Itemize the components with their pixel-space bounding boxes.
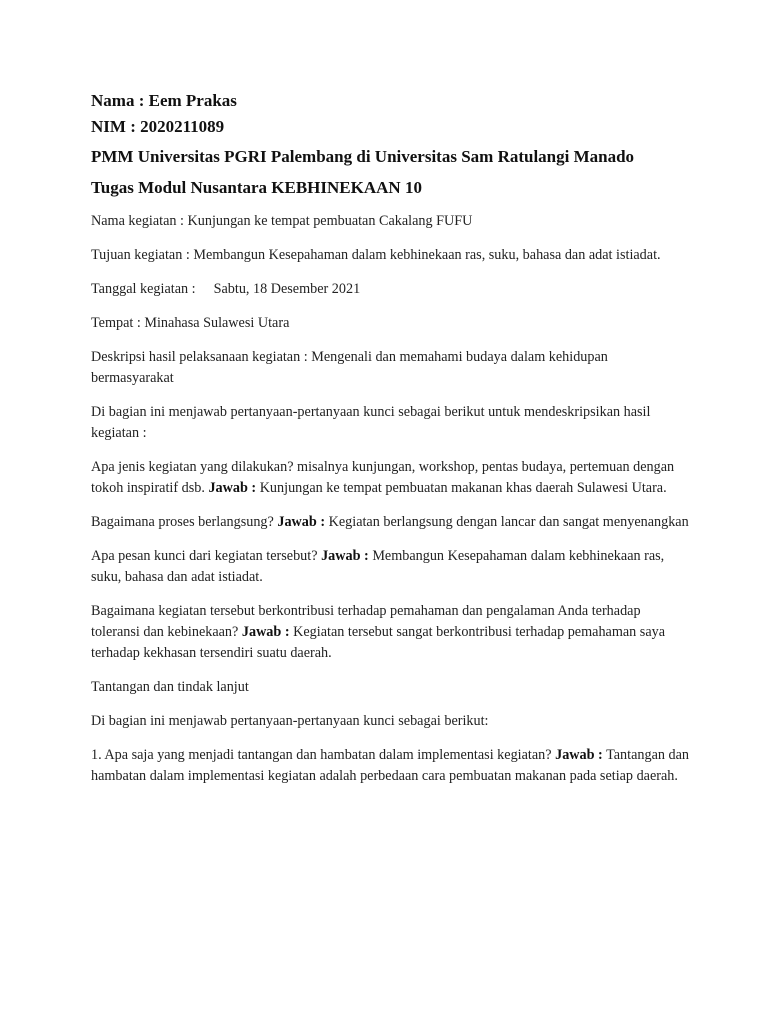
- qa-item-4: [91, 601, 691, 664]
- qa-item-2: [91, 512, 691, 533]
- answer-text: Kegiatan berlangsung dengan lancar dan sangat menyenangkan: [325, 514, 689, 530]
- answer-text: Kegiatan tersebut sangat berkontribusi terhadap pemahaman saya terhadap kekhasan tersendiri suatu daerah.: [91, 624, 666, 661]
- question-text: Bagaimana kegiatan tersebut berkontribusi terhadap pemahaman dan pengalaman Anda terhadap toleransi dan kebinekaan?: [91, 603, 641, 640]
- jawab-label: Jawab :: [321, 548, 369, 564]
- question-text: Apa jenis kegiatan yang dilakukan? misalnya kunjungan, workshop, pentas budaya, pertemuan dengan tokoh inspiratif dsb.: [91, 459, 675, 496]
- answer-text: Membangun Kesepahaman dalam kebhinekaan ras, suku, bahasa dan adat istiadat.: [91, 548, 665, 585]
- task-title: Tugas Modul Nusantara KEBHINEKAAN 10: [91, 178, 422, 197]
- jawab-label: Jawab :: [277, 514, 326, 530]
- jawab-label: Jawab :: [241, 624, 290, 640]
- student-nim: NIM : 2020211089: [91, 117, 225, 136]
- activity-date-value: Sabtu, 18 Desember 2021: [213, 281, 361, 297]
- activity-date-label: Tanggal kegiatan :: [91, 281, 196, 297]
- activity-place: Tempat : Minahasa Sulawesi Utara: [91, 315, 290, 331]
- qa-item-1: [91, 457, 691, 499]
- jawab-label: Jawab :: [208, 480, 257, 496]
- activity-date: [91, 279, 691, 300]
- question-text: 1. Apa saja yang menjadi tantangan dan hambatan dalam implementasi kegiatan?: [91, 747, 556, 763]
- question-text: Apa pesan kunci dari kegiatan tersebut?: [91, 548, 322, 564]
- activity-goal: Tujuan kegiatan : Membangun Kesepahaman dalam kebhinekaan ras, suku, bahasa dan adat istiadat.: [91, 247, 661, 263]
- student-name: Nama : Eem Prakas: [91, 91, 237, 110]
- challenge-item-1: [91, 745, 691, 787]
- answer-text: Kunjungan ke tempat pembuatan makanan khas daerah Sulawesi Utara.: [256, 480, 667, 496]
- document-page: [91, 88, 691, 800]
- answer-text: Tantangan dan hambatan dalam implementasi kegiatan adalah perbedaan cara pembuatan makanan pada setiap daerah.: [91, 747, 690, 784]
- activity-description: Deskripsi hasil pelaksanaan kegiatan : Mengenali dan memahami budaya dalam kehidupan bermasyarakat: [91, 349, 608, 386]
- activity-name: Nama kegiatan : Kunjungan ke tempat pembuatan Cakalang FUFU: [91, 213, 473, 229]
- jawab-label: Jawab :: [555, 747, 603, 763]
- section2-title: Tantangan dan tindak lanjut: [91, 679, 249, 695]
- qa-item-3: [91, 546, 691, 588]
- program-title: PMM Universitas PGRI Palembang di Universitas Sam Ratulangi Manado: [91, 147, 635, 166]
- section1-intro: Di bagian ini menjawab pertanyaan-pertanyaan kunci sebagai berikut untuk mendeskripsikan hasil kegiatan :: [91, 404, 651, 441]
- question-text: Bagaimana proses berlangsung?: [91, 514, 278, 530]
- section2-intro: Di bagian ini menjawab pertanyaan-pertanyaan kunci sebagai berikut:: [91, 713, 489, 729]
